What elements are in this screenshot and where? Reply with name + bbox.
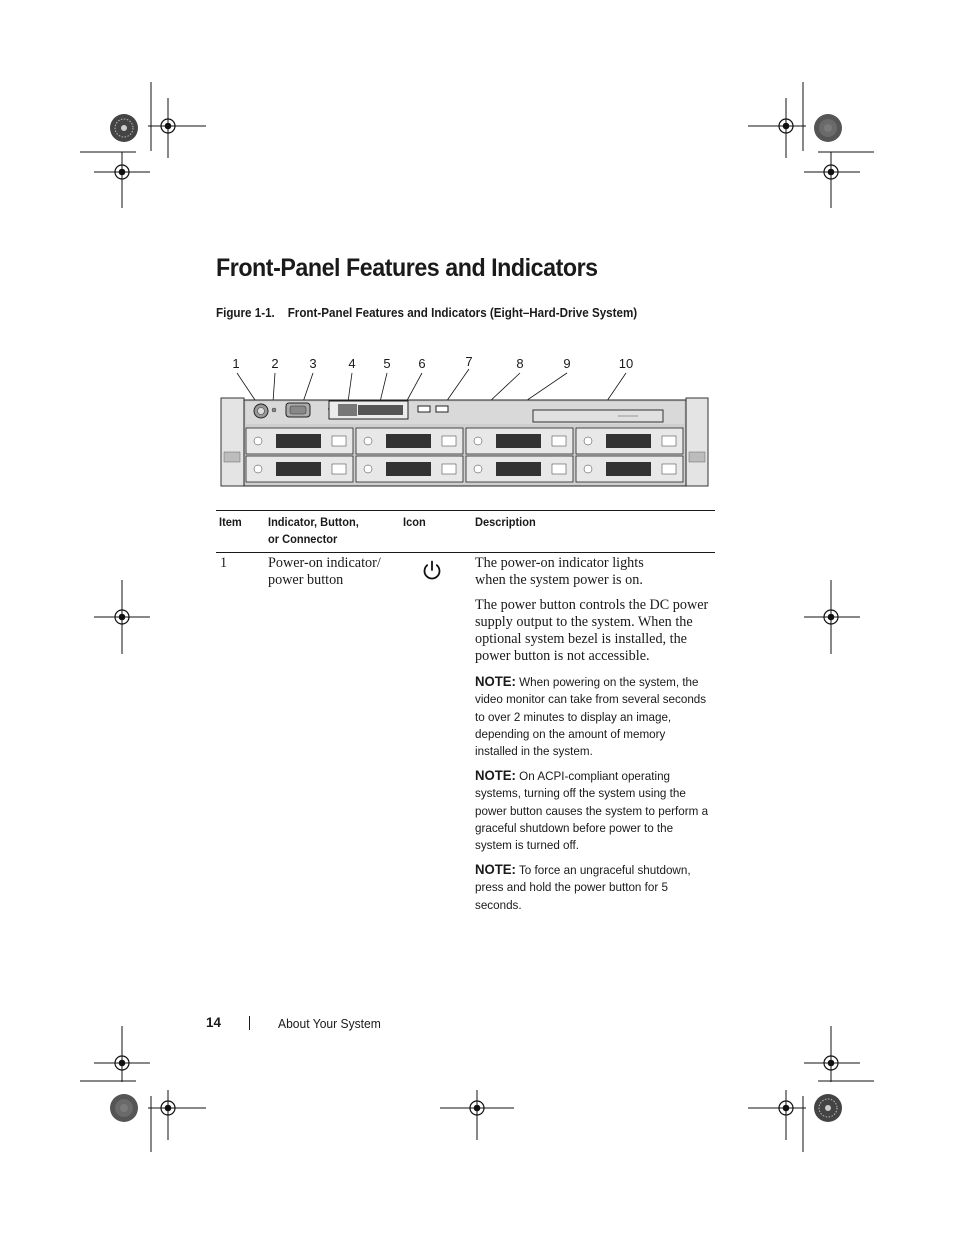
density-mark-bottom-left: [110, 1094, 138, 1122]
note-2: [475, 767, 710, 855]
note-label: NOTE:: [475, 766, 516, 783]
header-indicator-line1: Indicator, Button,: [268, 515, 359, 529]
page-number: 14: [206, 1015, 222, 1030]
header-icon: Icon: [403, 515, 426, 529]
page-title: Front-Panel Features and Indicators: [216, 254, 598, 282]
note-label: NOTE:: [475, 860, 516, 877]
description-paragraph-2: The power button controls the DC power supply output to the system. When the optional system bezel is installed, the power button is not accessible.: [475, 596, 709, 665]
header-indicator-line2: or Connector: [268, 532, 338, 546]
callout-10: 10: [618, 356, 634, 371]
note-text: On ACPI-compliant operating systems, turning off the system using the power button causes the system to perform a graceful shutdown before power to the system is turned off.: [475, 768, 709, 853]
note-3: [475, 861, 699, 914]
callout-1: 1: [232, 356, 240, 371]
callout-7: 7: [465, 354, 473, 369]
row-indicator-line1: Power-on indicator/: [268, 555, 381, 571]
note-text: When powering on the system, the video monitor can take from several seconds to over 2 minutes to display an image, depending on the amount of memory installed in the system.: [475, 674, 707, 759]
callout-9: 9: [563, 356, 571, 371]
callout-3: 3: [309, 356, 317, 371]
note-text: To force an ungraceful shutdown, press and hold the power button for 5 seconds.: [475, 862, 691, 912]
footer-divider: [249, 1016, 250, 1030]
table-top-rule: [216, 510, 715, 511]
server-chassis-drawing: [218, 356, 710, 488]
table-header-rule: [216, 552, 715, 553]
callout-4: 4: [348, 356, 356, 371]
figure-caption: Figure 1-1. Front-Panel Features and Indicators (Eight–Hard-Drive System): [216, 306, 638, 320]
row-item-number: 1: [220, 555, 228, 571]
note-label: NOTE:: [475, 672, 516, 689]
row-description: [475, 555, 715, 920]
power-icon: [421, 560, 443, 582]
row-indicator-line2: power button: [268, 572, 344, 589]
starburst-mark-top-left: [110, 114, 138, 142]
density-mark-top-right: [814, 114, 842, 142]
front-panel-figure: [218, 356, 710, 488]
header-item: Item: [219, 515, 242, 529]
note-1: [475, 673, 710, 761]
header-indicator: [268, 514, 359, 548]
starburst-mark-bottom-right: [814, 1094, 842, 1122]
callout-2: 2: [271, 356, 279, 371]
row-indicator-name: [268, 555, 381, 590]
callout-6: 6: [418, 356, 426, 371]
footer-section-title: About Your System: [278, 1016, 381, 1031]
callout-5: 5: [383, 356, 391, 371]
header-description: Description: [475, 515, 536, 529]
callout-8: 8: [516, 356, 524, 371]
description-paragraph-1: The power-on indicator lights when the system power is on.: [475, 555, 644, 589]
